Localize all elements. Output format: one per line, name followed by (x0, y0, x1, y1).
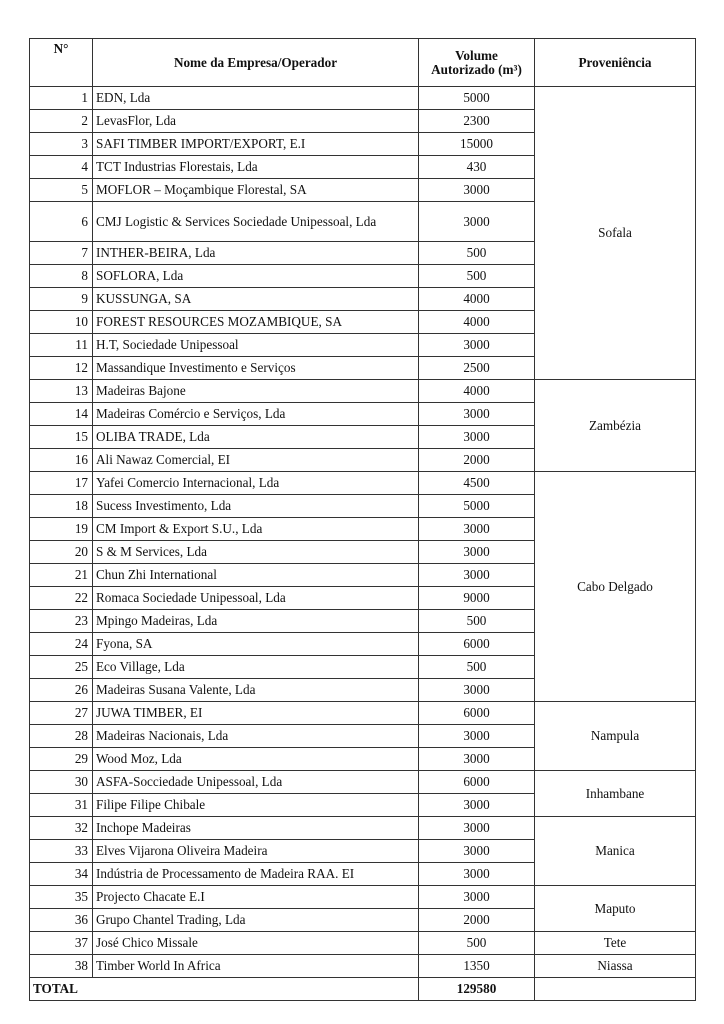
authorized-volume: 4000 (419, 311, 535, 334)
company-name: TCT Industrias Florestais, Lda (93, 156, 419, 179)
row-number: 24 (30, 633, 93, 656)
company-name: Romaca Sociedade Unipessoal, Lda (93, 587, 419, 610)
company-name: Chun Zhi International (93, 564, 419, 587)
row-number: 18 (30, 495, 93, 518)
authorized-volume: 3000 (419, 403, 535, 426)
authorized-volume: 2000 (419, 909, 535, 932)
company-name: José Chico Missale (93, 932, 419, 955)
row-number: 12 (30, 357, 93, 380)
authorized-volume: 3000 (419, 725, 535, 748)
row-number: 32 (30, 817, 93, 840)
table-row (30, 955, 696, 978)
authorized-volume: 5000 (419, 87, 535, 110)
row-number: 20 (30, 541, 93, 564)
header-origin: Proveniência (535, 39, 696, 87)
company-name: Grupo Chantel Trading, Lda (93, 909, 419, 932)
company-name: Wood Moz, Lda (93, 748, 419, 771)
authorized-volume: 2300 (419, 110, 535, 133)
header-volume-line1: Volume (455, 47, 498, 63)
row-number: 13 (30, 380, 93, 403)
authorized-volume: 3000 (419, 202, 535, 242)
authorized-volume: 500 (419, 242, 535, 265)
company-name: OLIBA TRADE, Lda (93, 426, 419, 449)
origin-province: Zambézia (535, 380, 696, 472)
row-number: 2 (30, 110, 93, 133)
authorized-volume: 15000 (419, 133, 535, 156)
origin-province: Manica (535, 817, 696, 886)
company-name: Projecto Chacate E.I (93, 886, 419, 909)
company-name: EDN, Lda (93, 87, 419, 110)
origin-province: Nampula (535, 702, 696, 771)
company-name: H.T, Sociedade Unipessoal (93, 334, 419, 357)
header-company: Nome da Empresa/Operador (93, 39, 419, 87)
table-row (30, 87, 696, 110)
authorized-volume: 430 (419, 156, 535, 179)
authorized-volume: 500 (419, 656, 535, 679)
company-name: Ali Nawaz Comercial, EI (93, 449, 419, 472)
row-number: 8 (30, 265, 93, 288)
table-row (30, 886, 696, 909)
row-number: 29 (30, 748, 93, 771)
company-name: Madeiras Nacionais, Lda (93, 725, 419, 748)
total-empty-cell (535, 978, 696, 1001)
total-value: 129580 (419, 978, 535, 1001)
header-volume-line2: Autorizado (m³) (431, 61, 522, 77)
company-name: Inchope Madeiras (93, 817, 419, 840)
row-number: 25 (30, 656, 93, 679)
company-name: ASFA-Socciedade Unipessoal, Lda (93, 771, 419, 794)
company-name: LevasFlor, Lda (93, 110, 419, 133)
authorized-volume: 3000 (419, 886, 535, 909)
authorized-volume: 3000 (419, 863, 535, 886)
row-number: 14 (30, 403, 93, 426)
company-name: Fyona, SA (93, 633, 419, 656)
row-number: 27 (30, 702, 93, 725)
authorized-volume: 3000 (419, 334, 535, 357)
origin-province: Sofala (535, 87, 696, 380)
company-name: Madeiras Comércio e Serviços, Lda (93, 403, 419, 426)
company-name: JUWA TIMBER, EI (93, 702, 419, 725)
authorized-volume: 3000 (419, 179, 535, 202)
company-name: Eco Village, Lda (93, 656, 419, 679)
company-name: Sucess Investimento, Lda (93, 495, 419, 518)
company-name: MOFLOR – Moçambique Florestal, SA (93, 179, 419, 202)
row-number: 21 (30, 564, 93, 587)
table-row (30, 771, 696, 794)
row-number: 1 (30, 87, 93, 110)
row-number: 4 (30, 156, 93, 179)
table-row (30, 932, 696, 955)
company-name: INTHER-BEIRA, Lda (93, 242, 419, 265)
row-number: 30 (30, 771, 93, 794)
row-number: 26 (30, 679, 93, 702)
company-name: Indústria de Processamento de Madeira RAA. EI (93, 863, 419, 886)
origin-province: Cabo Delgado (535, 472, 696, 702)
authorized-volume: 9000 (419, 587, 535, 610)
row-number: 36 (30, 909, 93, 932)
origin-province: Tete (535, 932, 696, 955)
authorized-volume: 1350 (419, 955, 535, 978)
company-name: Mpingo Madeiras, Lda (93, 610, 419, 633)
company-name: Madeiras Susana Valente, Lda (93, 679, 419, 702)
authorized-volume: 3000 (419, 840, 535, 863)
origin-province: Maputo (535, 886, 696, 932)
authorized-volume: 2000 (419, 449, 535, 472)
row-number: 34 (30, 863, 93, 886)
table-row (30, 702, 696, 725)
company-name: KUSSUNGA, SA (93, 288, 419, 311)
company-name: Massandique Investimento e Serviços (93, 357, 419, 380)
row-number: 10 (30, 311, 93, 334)
authorized-volume: 500 (419, 932, 535, 955)
authorized-volume: 3000 (419, 794, 535, 817)
authorized-volume: 3000 (419, 518, 535, 541)
row-number: 19 (30, 518, 93, 541)
company-name: Elves Vijarona Oliveira Madeira (93, 840, 419, 863)
header-number: N° (30, 39, 93, 87)
authorized-volume: 4000 (419, 380, 535, 403)
document-page (29, 38, 696, 1001)
row-number: 38 (30, 955, 93, 978)
row-number: 9 (30, 288, 93, 311)
authorized-volume: 3000 (419, 541, 535, 564)
row-number: 23 (30, 610, 93, 633)
row-number: 35 (30, 886, 93, 909)
authorized-volume: 3000 (419, 748, 535, 771)
authorized-volume: 5000 (419, 495, 535, 518)
table-row (30, 380, 696, 403)
row-number: 6 (30, 202, 93, 242)
origin-province: Niassa (535, 955, 696, 978)
authorized-volume: 500 (419, 610, 535, 633)
authorized-volume: 4500 (419, 472, 535, 495)
authorized-volume: 4000 (419, 288, 535, 311)
authorized-volume: 3000 (419, 564, 535, 587)
company-name: Madeiras Bajone (93, 380, 419, 403)
authorized-volume: 500 (419, 265, 535, 288)
company-name: CMJ Logistic & Services Sociedade Unipessoal, Lda (93, 202, 419, 242)
row-number: 3 (30, 133, 93, 156)
total-row (30, 978, 696, 1001)
row-number: 15 (30, 426, 93, 449)
row-number: 16 (30, 449, 93, 472)
table-row (30, 472, 696, 495)
authorized-volume: 6000 (419, 633, 535, 656)
authorized-volume: 2500 (419, 357, 535, 380)
company-name: CM Import & Export S.U., Lda (93, 518, 419, 541)
company-name: SOFLORA, Lda (93, 265, 419, 288)
row-number: 22 (30, 587, 93, 610)
table-header-row (30, 39, 696, 87)
row-number: 5 (30, 179, 93, 202)
table-body (30, 87, 696, 978)
company-name: SAFI TIMBER IMPORT/EXPORT, E.I (93, 133, 419, 156)
company-name: Timber World In Africa (93, 955, 419, 978)
authorized-volume: 3000 (419, 426, 535, 449)
total-label: TOTAL (30, 978, 419, 1001)
row-number: 31 (30, 794, 93, 817)
company-name: S & M Services, Lda (93, 541, 419, 564)
row-number: 37 (30, 932, 93, 955)
row-number: 11 (30, 334, 93, 357)
timber-operators-table (29, 38, 696, 1001)
company-name: Filipe Filipe Chibale (93, 794, 419, 817)
company-name: FOREST RESOURCES MOZAMBIQUE, SA (93, 311, 419, 334)
row-number: 28 (30, 725, 93, 748)
authorized-volume: 6000 (419, 702, 535, 725)
row-number: 33 (30, 840, 93, 863)
header-volume (419, 39, 535, 87)
row-number: 17 (30, 472, 93, 495)
company-name: Yafei Comercio Internacional, Lda (93, 472, 419, 495)
authorized-volume: 6000 (419, 771, 535, 794)
authorized-volume: 3000 (419, 679, 535, 702)
row-number: 7 (30, 242, 93, 265)
authorized-volume: 3000 (419, 817, 535, 840)
table-row (30, 817, 696, 840)
origin-province: Inhambane (535, 771, 696, 817)
